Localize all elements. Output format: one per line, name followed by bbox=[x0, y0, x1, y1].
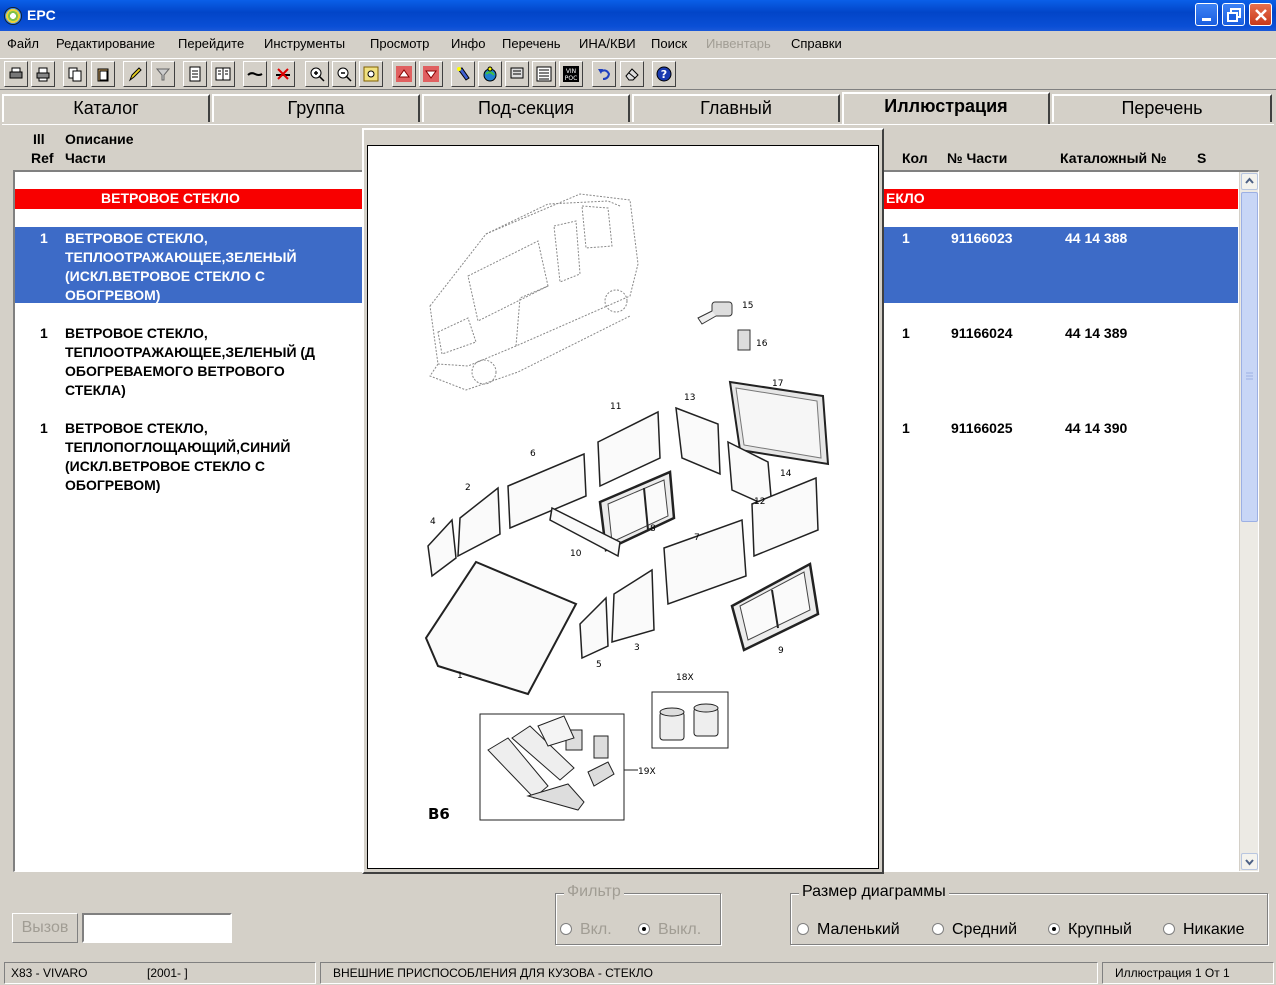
label-1: 1 bbox=[457, 671, 463, 681]
col-ref-header: Ref bbox=[31, 150, 54, 166]
menu-info[interactable]: Инфо bbox=[451, 36, 486, 51]
filter-group bbox=[555, 883, 721, 945]
filter-off-radio bbox=[638, 921, 701, 939]
book-icon bbox=[215, 66, 231, 82]
label-3: 3 bbox=[634, 643, 640, 653]
diagram-size-title: Размер диаграммы bbox=[799, 883, 949, 901]
quarter-glass-4 bbox=[428, 520, 456, 576]
undo-button[interactable] bbox=[592, 61, 616, 87]
svg-text:POC: POC bbox=[564, 75, 578, 82]
row-desc-line: СТЕКЛА) bbox=[65, 382, 126, 398]
windshield-part bbox=[426, 562, 576, 694]
tab-catalog[interactable]: Каталог bbox=[2, 94, 210, 122]
side-glass-6 bbox=[508, 454, 586, 528]
bolt-part bbox=[698, 302, 732, 324]
clipboard-icon bbox=[95, 66, 111, 82]
zoom-fit-button[interactable] bbox=[359, 61, 383, 87]
globe-person-icon bbox=[482, 66, 498, 82]
col-qty-header: Кол bbox=[902, 150, 928, 166]
menu-view[interactable]: Просмотр bbox=[370, 36, 430, 51]
van-outline bbox=[430, 194, 638, 390]
zoom-out-icon bbox=[336, 66, 352, 82]
row-desc-line: ТЕПЛОПОГЛОЩАЮЩИЙ,СИНИЙ bbox=[65, 439, 291, 455]
zoom-in-icon bbox=[309, 66, 325, 82]
illustration-popup[interactable] bbox=[362, 128, 884, 874]
status-model: X83 - VIVARO bbox=[11, 966, 88, 980]
row-desc-line: ТЕПЛООТРАЖАЮЩЕЕ,ЗЕЛЕНЫЙ bbox=[65, 249, 297, 265]
label-5: 5 bbox=[596, 660, 602, 670]
row-desc-line: ОБОГРЕВОМ) bbox=[65, 477, 161, 493]
toolbar bbox=[0, 58, 1276, 90]
label-14: 14 bbox=[780, 469, 792, 479]
menu-list[interactable]: Перечень bbox=[502, 36, 561, 51]
tab-illustration[interactable]: Иллюстрация bbox=[842, 92, 1050, 124]
illustration-code: B6 bbox=[428, 805, 450, 823]
help-button[interactable] bbox=[652, 61, 676, 87]
menu-tools[interactable]: Инструменты bbox=[264, 36, 346, 51]
label-10: 10 bbox=[570, 549, 582, 559]
menu-goto[interactable]: Перейдите bbox=[178, 36, 245, 51]
col-catalogno-header: Каталожный № bbox=[1060, 150, 1167, 166]
row-desc-line: (ИСКЛ.ВЕТРОВОЕ СТЕКЛО С bbox=[65, 458, 265, 474]
tab-strip bbox=[0, 92, 1276, 124]
list-button[interactable] bbox=[532, 61, 556, 87]
call-input[interactable] bbox=[82, 913, 232, 943]
col-parts-header: Части bbox=[65, 150, 106, 166]
print-preview-button[interactable] bbox=[31, 61, 55, 87]
printer-icon bbox=[8, 66, 24, 82]
row-desc-line: ВЕТРОВОЕ СТЕКЛО, bbox=[65, 420, 208, 436]
status-section: ВНЕШНИЕ ПРИСПОСОБЛЕНИЯ ДЛЯ КУЗОВА - СТЕКЛО bbox=[320, 962, 1098, 984]
tab-main[interactable]: Главный bbox=[632, 94, 840, 122]
delete-line-button[interactable] bbox=[271, 61, 295, 87]
menu-help[interactable]: Справки bbox=[791, 36, 842, 51]
minimize-button[interactable] bbox=[1195, 3, 1218, 26]
row-desc-line: ОБОГРЕВОМ) bbox=[65, 287, 161, 303]
glass-parts-diagram bbox=[368, 146, 880, 870]
scroll-up-button[interactable] bbox=[1241, 173, 1258, 190]
row-qty: 1 bbox=[902, 230, 910, 246]
menu-bar bbox=[0, 33, 1276, 55]
app-cd-icon bbox=[4, 7, 22, 25]
menu-edit[interactable]: Редактирование bbox=[56, 36, 156, 51]
document-icon bbox=[187, 66, 203, 82]
zoom-out-button[interactable] bbox=[332, 61, 356, 87]
vin-poc-icon bbox=[563, 66, 579, 82]
size-medium-radio[interactable] bbox=[932, 921, 1017, 939]
list-icon bbox=[536, 66, 552, 82]
chevron-up-icon bbox=[1242, 174, 1257, 189]
help-icon bbox=[656, 66, 672, 82]
section-title: ВЕТРОВОЕ СТЕКЛО bbox=[101, 190, 240, 206]
col-ill-header: Ill bbox=[33, 131, 45, 147]
row-part-no: 91166025 bbox=[951, 420, 1013, 436]
door-glass-3 bbox=[612, 570, 654, 642]
tab-list[interactable]: Перечень bbox=[1052, 94, 1272, 122]
zoom-in-button[interactable] bbox=[305, 61, 329, 87]
title-bar bbox=[0, 0, 1276, 31]
status-page: Иллюстрация 1 От 1 bbox=[1102, 962, 1274, 984]
section-title-right: ЕКЛО bbox=[886, 190, 925, 206]
label-7: 7 bbox=[694, 533, 700, 543]
edit-button[interactable] bbox=[123, 61, 147, 87]
row-ref: 1 bbox=[40, 325, 48, 341]
zoom-fit-icon bbox=[363, 66, 379, 82]
label-17: 17 bbox=[772, 379, 784, 389]
red-down-icon bbox=[423, 66, 439, 82]
vertical-scrollbar[interactable] bbox=[1239, 172, 1258, 871]
tab-subsection[interactable]: Под-секция bbox=[422, 94, 630, 122]
window-title: EPC bbox=[27, 7, 56, 23]
size-large-label: Крупный bbox=[1068, 921, 1132, 938]
filter-title: Фильтр bbox=[564, 883, 624, 901]
label-19x: 19X bbox=[638, 767, 656, 777]
vin-poc-button[interactable] bbox=[559, 61, 583, 87]
size-small-radio[interactable] bbox=[797, 921, 900, 939]
menu-ina-kvi[interactable]: ИНА/КВИ bbox=[579, 36, 636, 51]
illustration-paper bbox=[367, 145, 879, 869]
svg-text:VIN: VIN bbox=[565, 68, 577, 75]
label-2: 2 bbox=[465, 483, 471, 493]
eraser-button[interactable] bbox=[620, 61, 644, 87]
side-glass-7 bbox=[664, 520, 746, 604]
flashlight-button[interactable] bbox=[451, 61, 475, 87]
svg-text:?: ? bbox=[660, 68, 668, 81]
size-none-label: Никакие bbox=[1183, 921, 1245, 938]
label-12: 12 bbox=[754, 497, 766, 507]
side-glass-11 bbox=[598, 412, 660, 486]
screen-icon bbox=[509, 66, 525, 82]
scroll-thumb[interactable] bbox=[1241, 192, 1258, 522]
row-part-no: 91166023 bbox=[951, 230, 1013, 246]
quarter-glass-5 bbox=[580, 598, 608, 658]
scroll-down-button[interactable] bbox=[1241, 853, 1258, 870]
row-desc-line: ВЕТРОВОЕ СТЕКЛО, bbox=[65, 325, 208, 341]
label-6: 6 bbox=[530, 449, 536, 459]
size-small-label: Маленький bbox=[817, 921, 900, 938]
label-9: 9 bbox=[778, 646, 784, 656]
label-4: 4 bbox=[430, 517, 436, 527]
copy-icon bbox=[67, 66, 83, 82]
eraser-icon bbox=[624, 66, 640, 82]
tab-group[interactable]: Группа bbox=[212, 94, 420, 122]
row-ref: 1 bbox=[40, 230, 48, 246]
label-13: 13 bbox=[684, 393, 696, 403]
filter-on-radio bbox=[560, 921, 612, 939]
row-qty: 1 bbox=[902, 420, 910, 436]
diagram-size-group bbox=[790, 883, 1268, 945]
col-s-header: S bbox=[1197, 150, 1207, 166]
label-8: 8 bbox=[650, 524, 656, 534]
row-desc-line: ТЕПЛООТРАЖАЮЩЕЕ,ЗЕЛЕНЫЙ (Д bbox=[65, 344, 316, 360]
side-glass-13 bbox=[676, 408, 720, 474]
label-11: 11 bbox=[610, 402, 622, 412]
label-15: 15 bbox=[742, 301, 754, 311]
print-button[interactable] bbox=[4, 61, 28, 87]
document-button[interactable] bbox=[183, 61, 207, 87]
row-desc-line: (ИСКЛ.ВЕТРОВОЕ СТЕКЛО С bbox=[65, 268, 265, 284]
globe-button[interactable] bbox=[478, 61, 502, 87]
label-18x: 18X bbox=[676, 673, 694, 683]
filter-on-label: Вкл. bbox=[580, 921, 612, 938]
copy-button[interactable] bbox=[63, 61, 87, 87]
row-desc-line: ВЕТРОВОЕ СТЕКЛО, bbox=[65, 230, 208, 246]
close-icon bbox=[1253, 7, 1269, 23]
book-button[interactable] bbox=[211, 61, 235, 87]
size-medium-label: Средний bbox=[952, 921, 1018, 938]
next-illustration-button[interactable] bbox=[419, 61, 443, 87]
maximize-button[interactable] bbox=[1222, 3, 1245, 26]
size-none-radio[interactable] bbox=[1163, 921, 1245, 939]
funnel-icon bbox=[155, 66, 171, 82]
filter-off-label: Выкл. bbox=[658, 921, 702, 938]
screen-button[interactable] bbox=[505, 61, 529, 87]
menu-file[interactable]: Файл bbox=[7, 36, 39, 51]
row-desc-line: ОБОГРЕВАЕМОГО ВЕТРОВОГО bbox=[65, 363, 285, 379]
minimize-icon bbox=[1199, 7, 1215, 23]
cross-out-icon bbox=[275, 66, 291, 82]
filter-button[interactable] bbox=[151, 61, 175, 87]
chevron-down-icon bbox=[1242, 854, 1257, 869]
restore-icon bbox=[1226, 7, 1242, 23]
paste-button[interactable] bbox=[91, 61, 115, 87]
menu-inventory: Инвентарь bbox=[706, 36, 771, 51]
flashlight-icon bbox=[455, 66, 471, 82]
door-glass-2 bbox=[458, 488, 500, 556]
wave-line-icon bbox=[247, 66, 263, 82]
col-desc-header: Описание bbox=[65, 131, 134, 147]
pencil-icon bbox=[127, 66, 143, 82]
line-button[interactable] bbox=[243, 61, 267, 87]
label-16: 16 bbox=[756, 339, 768, 349]
prev-illustration-button[interactable] bbox=[392, 61, 416, 87]
row-catalog-no: 44 14 389 bbox=[1065, 325, 1128, 341]
row-ref: 1 bbox=[40, 420, 48, 436]
status-bar bbox=[0, 960, 1276, 985]
status-model-cell bbox=[4, 962, 316, 984]
undo-icon bbox=[596, 66, 612, 82]
status-years: [2001- ] bbox=[147, 966, 188, 980]
row-qty: 1 bbox=[902, 325, 910, 341]
close-button[interactable] bbox=[1249, 3, 1272, 26]
clip-part bbox=[738, 330, 750, 350]
row-catalog-no: 44 14 388 bbox=[1065, 230, 1128, 246]
size-large-radio[interactable] bbox=[1048, 921, 1132, 939]
red-up-icon bbox=[396, 66, 412, 82]
menu-search[interactable]: Поиск bbox=[651, 36, 688, 51]
grip-icon bbox=[1242, 193, 1257, 523]
printer-list-icon bbox=[35, 66, 51, 82]
row-part-no: 91166024 bbox=[951, 325, 1013, 341]
col-partno-header: № Части bbox=[947, 150, 1008, 166]
row-catalog-no: 44 14 390 bbox=[1065, 420, 1128, 436]
call-button: Вызов bbox=[12, 913, 78, 943]
